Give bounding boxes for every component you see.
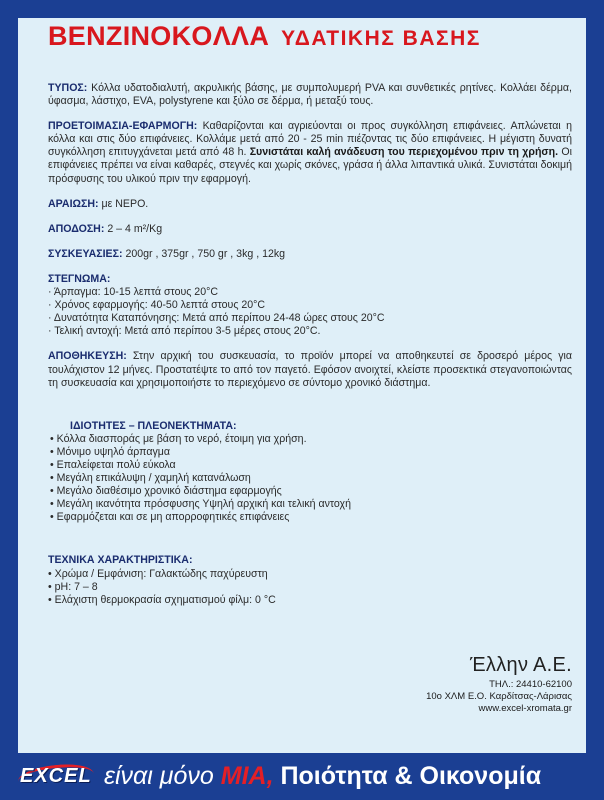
property-item: • Μεγάλη επικάλυψη / χαμηλή κατανάλωση xyxy=(50,472,251,485)
property-item: • Μεγάλη ικανότητα πρόσφυσης Υψηλή αρχική και τελική αντοχή xyxy=(50,498,351,511)
type-label: ΤΥΠΟΣ: xyxy=(48,82,88,94)
datasheet-panel xyxy=(18,18,586,753)
section-drying xyxy=(48,273,572,338)
dilution-text: με ΝΕΡΟ. xyxy=(101,197,149,210)
drying-item: · Δυνατότητα Καταπόνησης: Μετά από περίπου 24-48 ώρες στους 20°C xyxy=(48,312,385,325)
product-name: BENZINOKOΛΛA xyxy=(48,21,270,51)
logo-text: EXCEL xyxy=(20,765,92,787)
type-text: Κόλλα υδατοδιαλυτή, ακρυλικής βάσης, με συμπολυμερή PVA και συνθετικές ρητίνες. Κολλάει δέρμα, ύφασμα, λάστιχο, EVA, polystyrene και ξύλο σε δέρμα, ή μεταξύ τους. xyxy=(48,82,573,108)
section-dilution xyxy=(48,198,572,211)
technical-item: • Ελάχιστη θερμοκρασία σχηματισμού φίλμ: 0 °C xyxy=(48,593,276,606)
drying-item: · Άρπαγμα: 10-15 λεπτά στους 20°C xyxy=(48,286,218,299)
slogan-part-b: ΜΙΑ, xyxy=(220,761,274,790)
prep-bold-note: Συνιστάται καλή ανάδευση του περιεχομένου πριν τη χρήση. xyxy=(249,146,559,159)
section-type xyxy=(48,82,572,108)
property-item: • Κόλλα διασποράς με βάση το νερό, έτοιμη για χρήση. xyxy=(50,432,307,445)
drying-item: · Χρόνος εφαρμογής: 40-50 λεπτά στους 20°C xyxy=(48,299,266,312)
prep-text-2: Οι επιφάνειες πρέπει να είναι καθαρές, στεγνές και χωρίς σκόνες, γράσα ή άλλα λιπαντικά υλικά. Συνιστάται δοκιμή πρόσφυσης του υλικού πριν την εφαρμογή. xyxy=(48,146,572,185)
technical-label: ΤΕΧΝΙΚΑ ΧΑΡΑΚΤΗΡΙΣΤΙΚΑ: xyxy=(48,554,193,567)
footer-banner xyxy=(18,757,586,795)
dilution-label: ΑΡΑΙΩΣΗ: xyxy=(48,197,99,210)
slogan xyxy=(104,762,541,791)
drying-item: · Τελική αντοχή: Μετά από περίπου 3-5 μέρες στους 20°C. xyxy=(48,325,321,338)
company-address: 10ο ΧΛΜ Ε.Ο. Καρδίτσας-Λάρισας xyxy=(426,691,572,702)
company-website[interactable]: www.excel-xromata.gr xyxy=(478,703,572,714)
yield-text: 2 – 4 m²/Kg xyxy=(107,222,163,235)
section-preparation xyxy=(48,120,572,185)
prep-label: ΠΡΟΕΤΟΙΜΑΣΙΑ-ΕΦΑΡΜΟΓΗ: xyxy=(48,120,198,133)
technical-item: • Χρώμα / Εμφάνιση: Γαλακτώδης παχύρευστη xyxy=(48,567,268,580)
excel-logo xyxy=(18,761,98,791)
drying-label: ΣΤΕΓΝΩΜΑ: xyxy=(48,272,111,285)
storage-label: ΑΠΟΘΗΚΕΥΣΗ: xyxy=(48,350,127,363)
section-technical xyxy=(48,554,572,606)
prep-text-1: Καθαρίζονται και αγριεύονται οι προς συγκόλληση επιφάνειες. Απλώνεται η κόλλα και στις δύο επιφάνειες. Κολλάμε μετά από 20 - 25 min πιέζοντας τις δύο επιφάνειες. Η μέγιστη δυνατή συγκόλληση επιτυγχάνεται μετά από 48 h. xyxy=(48,120,572,159)
slogan-part-c: Ποιότητα & Οικονομία xyxy=(273,761,542,790)
section-packaging xyxy=(48,248,572,261)
section-storage xyxy=(48,350,572,389)
property-item: • Εφαρμόζεται και σε μη απορροφητικές επιφάνειες xyxy=(50,511,290,524)
packaging-label: ΣΥΣΚΕΥΑΣΙΕΣ: xyxy=(48,247,123,260)
company-phone: ΤΗΛ.: 24410-62100 xyxy=(489,679,572,690)
property-item: • Επαλείφεται πολύ εύκολα xyxy=(50,458,176,471)
slogan-part-a: είναι μόνο xyxy=(104,761,221,790)
storage-text: Στην αρχική του συσκευασία, το προϊόν μπορεί να αποθηκευτεί σε δροσερό μέρος για τουλάχιστον 12 μήνες. Προστατέψτε το από τον παγετό. Εφόσον ανοιχτεί, κλείστε προσεκτικά στεγανοποιώντας τη συσκευασία και χρησιμοποιήστε το περιεχόμενο σε σύντομο χρονικό διάστημα. xyxy=(48,350,572,389)
property-item: • Μεγάλο διαθέσιμο χρονικό διάστημα εφαρμογής xyxy=(50,485,282,498)
product-title xyxy=(48,21,572,60)
yield-label: ΑΠΟΔΟΣΗ: xyxy=(48,222,105,235)
technical-item: • pH: 7 – 8 xyxy=(48,580,98,593)
product-subtitle: ΥΔΑΤΙΚΗΣ ΒΑΣΗΣ xyxy=(281,27,481,50)
properties-label: ΙΔΙΟΤΗΤΕΣ – ΠΛΕΟΝΕΚΤΗΜΑΤΑ: xyxy=(70,419,237,432)
section-properties xyxy=(30,420,572,525)
company-info xyxy=(426,653,572,715)
packaging-text: 200gr , 375gr , 750 gr , 3kg , 12kg xyxy=(125,247,286,260)
section-yield xyxy=(48,223,572,236)
company-name: Έλλην Α.Ε. xyxy=(469,654,572,676)
property-item: • Μόνιμο υψηλό άρπαγμα xyxy=(50,445,170,458)
